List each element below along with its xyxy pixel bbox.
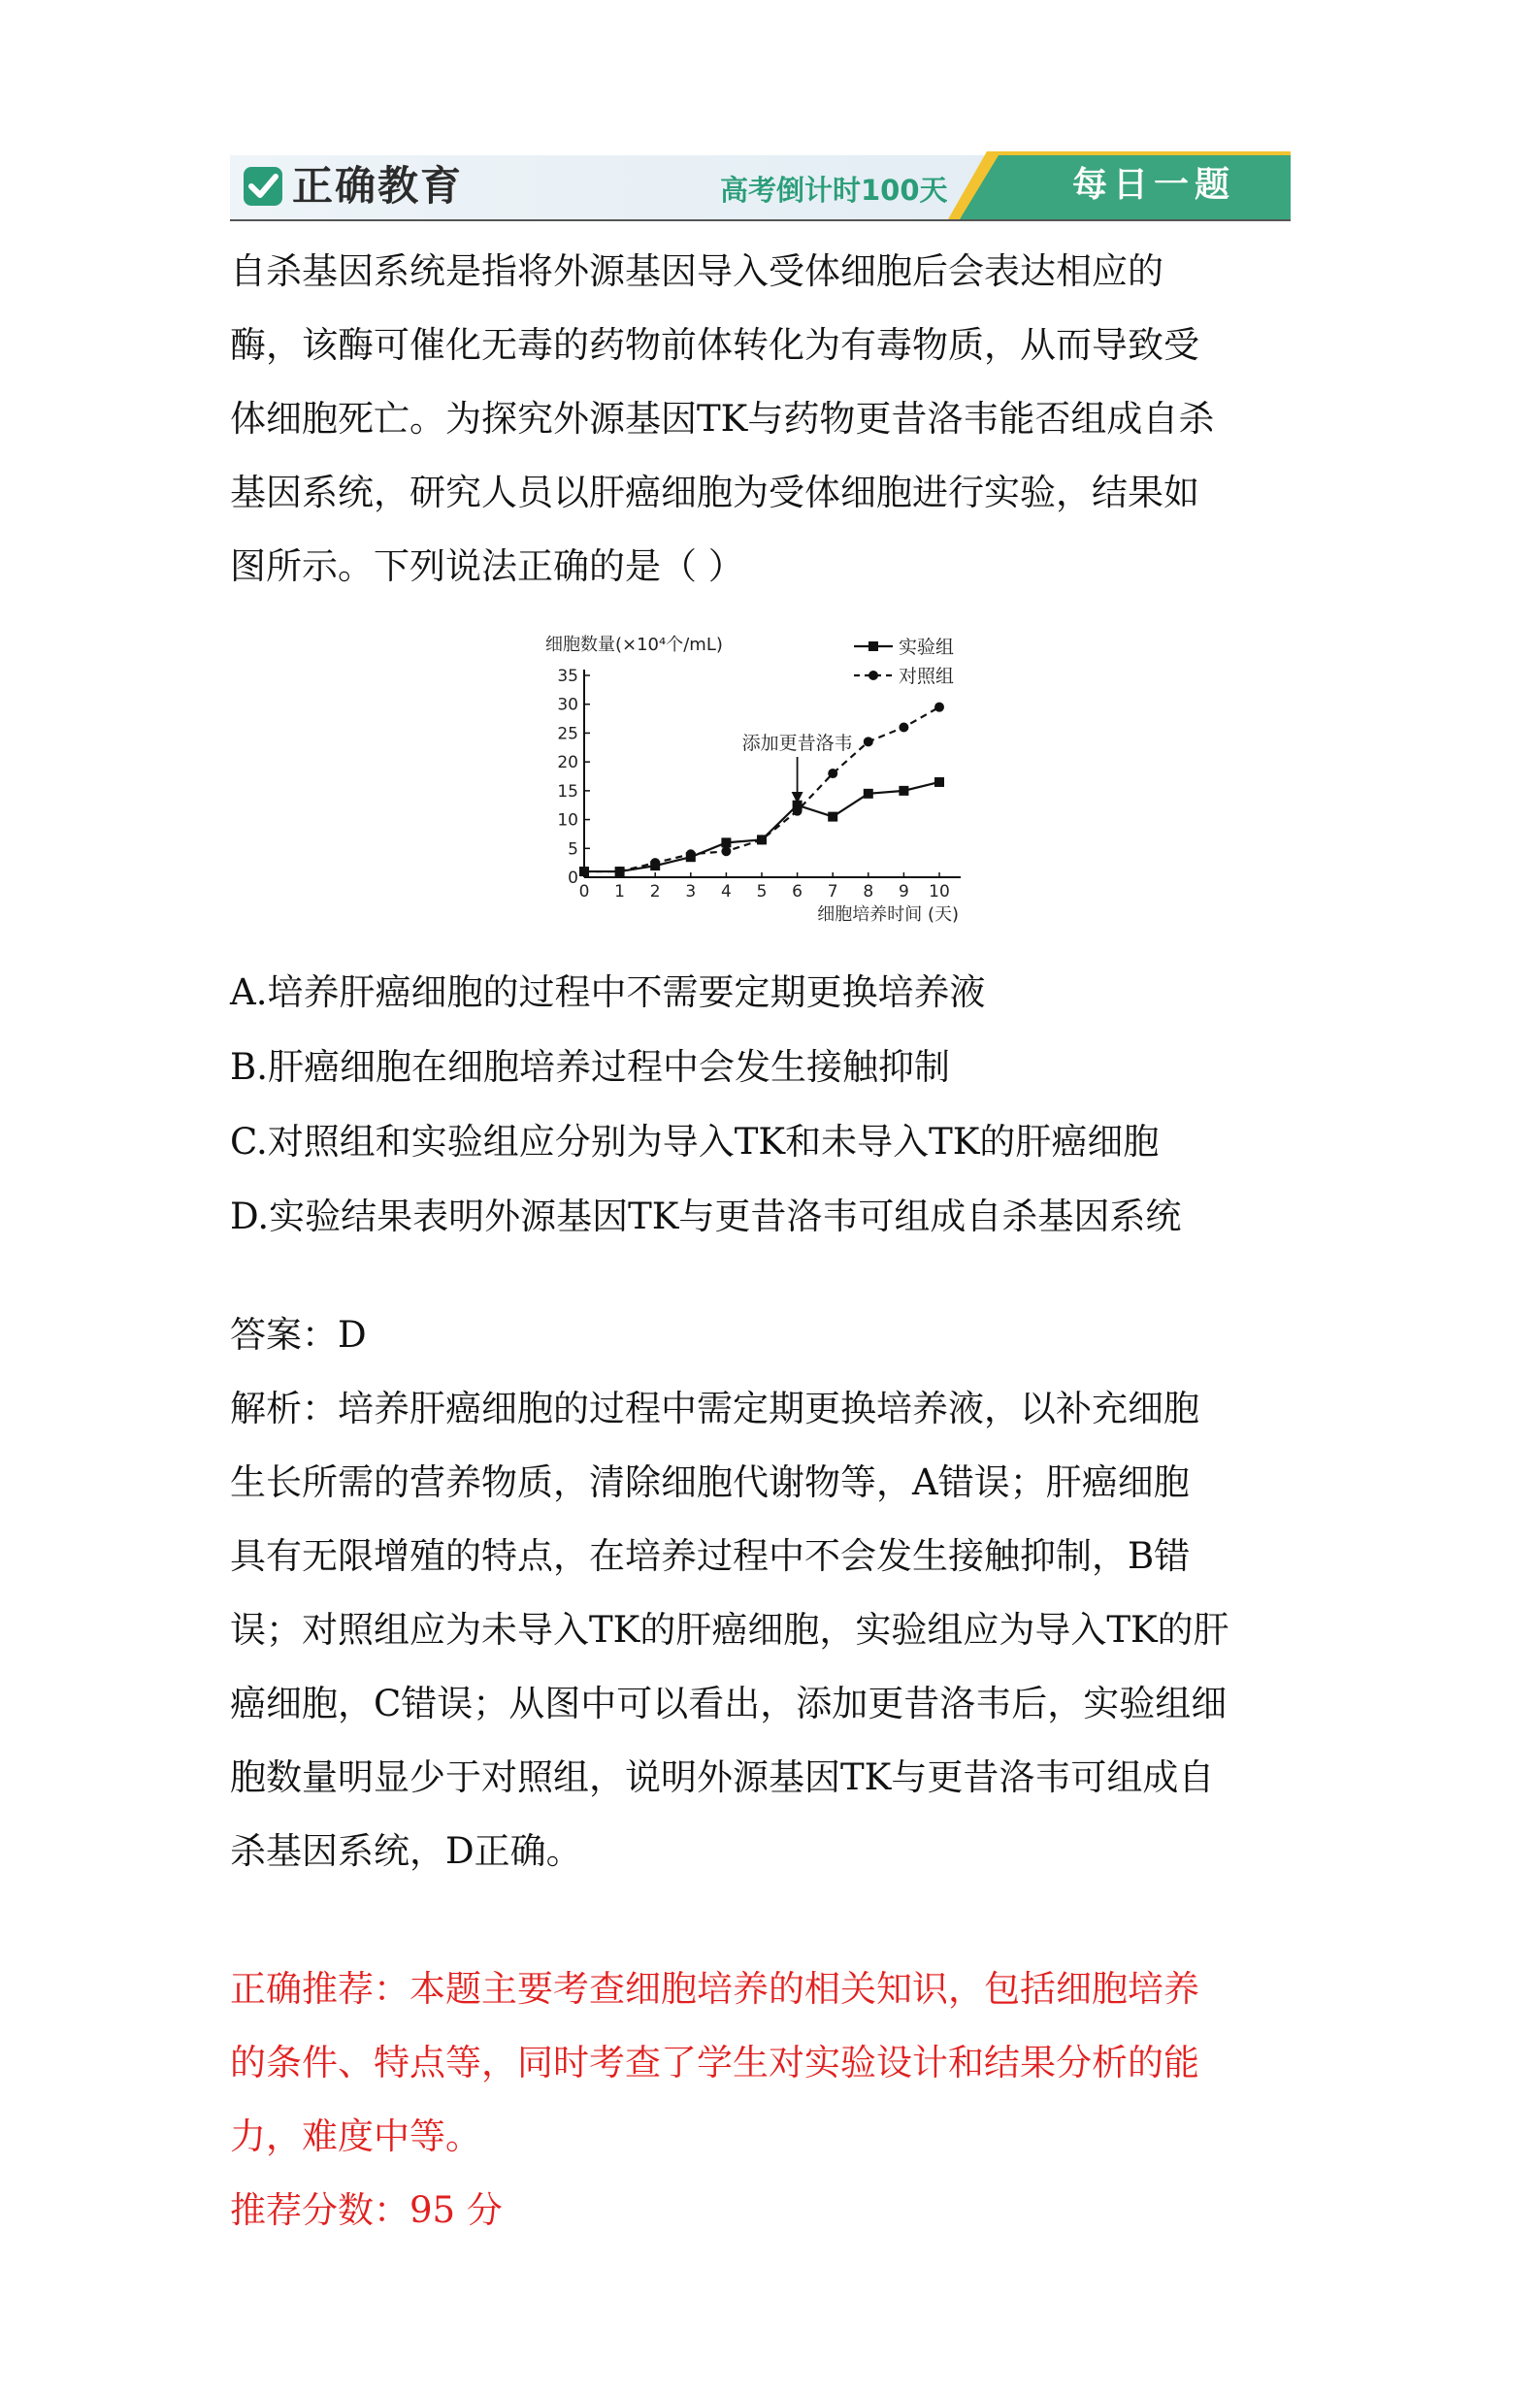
- annotation-text: 添加更昔洛韦: [741, 733, 853, 754]
- analysis-line: 杀基因系统，D正确。: [230, 1830, 582, 1872]
- y-tick-label: 0: [568, 869, 578, 888]
- question-stem: [230, 235, 1297, 604]
- analysis-line: 胞数量明显少于对照组，说明外源基因TK与更昔洛韦可组成自: [230, 1756, 1215, 1798]
- banner-divider: [230, 219, 1291, 221]
- data-point-circle: [793, 806, 803, 816]
- question-line: 自杀基因系统是指将外源基因导入受体细胞后会表达相应的: [230, 250, 1163, 292]
- data-point-square: [934, 777, 944, 787]
- analysis-line: 误；对照组应为未导入TK的肝癌细胞，实验组应为导入TK的肝: [230, 1609, 1229, 1651]
- data-point-circle: [615, 867, 625, 876]
- data-point-circle: [721, 846, 731, 856]
- data-point-square: [864, 789, 873, 799]
- data-point-circle: [828, 769, 837, 778]
- daily-tag: 每日一题: [1072, 165, 1236, 205]
- x-tick-label: 2: [649, 882, 661, 902]
- data-point-square: [828, 812, 837, 822]
- x-tick-label: 7: [827, 882, 838, 902]
- x-tick-label: 1: [614, 882, 626, 902]
- question-line: 酶，该酶可催化无毒的药物前体转化为有毒物质，从而导致受: [230, 324, 1199, 366]
- recommend-score: 推荐分数：95 分: [230, 2189, 503, 2231]
- x-tick-label: 4: [720, 882, 732, 902]
- recommend-line: 正确推荐：本题主要考查细胞培养的相关知识，包括细胞培养: [230, 1968, 1199, 2010]
- answer: 答案：D: [230, 1314, 367, 1356]
- data-point-circle: [579, 867, 589, 876]
- analysis-line: 解析：培养肝癌细胞的过程中需定期更换培养液，以补充细胞: [230, 1388, 1199, 1429]
- cell-count-chart: [505, 621, 1009, 941]
- y-tick-label: 20: [557, 753, 578, 773]
- x-tick-label: 5: [756, 882, 768, 902]
- recommend-line: 的条件、特点等，同时考查了学生对实验设计和结果分析的能: [230, 2042, 1199, 2083]
- y-tick-label: 30: [557, 695, 578, 715]
- brand-name: 正确教育: [292, 162, 464, 210]
- option-a: A.培养肝癌细胞的过程中不需要定期更换培养液: [230, 971, 986, 1013]
- legend-marker: [868, 671, 878, 680]
- data-point-circle: [899, 722, 908, 732]
- series-line-1: [584, 782, 939, 871]
- legend-label: 实验组: [899, 637, 955, 658]
- x-tick-label: 0: [578, 882, 590, 902]
- x-tick-label: 6: [792, 882, 803, 902]
- y-tick-label: 25: [557, 724, 578, 744]
- header-banner: [230, 151, 1291, 221]
- data-point-circle: [864, 737, 873, 746]
- data-point-circle: [650, 858, 660, 868]
- y-tick-label: 5: [568, 839, 578, 860]
- analysis: [230, 1372, 1297, 1888]
- analysis-line: 具有无限增殖的特点，在培养过程中不会发生接触抑制，B错: [230, 1535, 1191, 1577]
- data-point-square: [899, 786, 908, 796]
- legend-marker: [868, 641, 878, 651]
- x-tick-label: 8: [863, 882, 874, 902]
- data-point-circle: [686, 849, 696, 859]
- legend-label: 对照组: [899, 666, 955, 687]
- countdown-text: 高考倒计时100天: [720, 174, 948, 207]
- option-d: D.实验结果表明外源基因TK与更昔洛韦可组成自杀基因系统: [230, 1196, 1182, 1237]
- data-point-circle: [757, 835, 767, 844]
- question-line: 基因系统，研究人员以肝癌细胞为受体细胞进行实验，结果如: [230, 472, 1199, 513]
- y-tick-label: 15: [557, 781, 578, 802]
- option-b: B.肝癌细胞在细胞培养过程中会发生接触抑制: [230, 1046, 950, 1088]
- x-axis-label: 细胞培养时间 (天): [817, 904, 959, 925]
- data-point-circle: [934, 703, 944, 712]
- data-point-square: [721, 837, 731, 847]
- question-line: 体细胞死亡。为探究外源基因TK与药物更昔洛韦能否组成自杀: [230, 398, 1215, 440]
- x-tick-label: 9: [898, 882, 909, 902]
- option-c: C.对照组和实验组应分别为导入TK和未导入TK的肝癌细胞: [230, 1121, 1160, 1163]
- recommendation: [230, 1952, 1297, 2247]
- y-tick-label: 10: [557, 810, 578, 831]
- y-tick-label: 35: [557, 667, 578, 686]
- question-line: 图所示。下列说法正确的是（ ）: [230, 545, 744, 587]
- y-axis-label: 细胞数量(×10⁴个/mL): [545, 635, 723, 655]
- recommend-line: 力，难度中等。: [230, 2115, 481, 2157]
- analysis-line: 癌细胞，C错误；从图中可以看出，添加更昔洛韦后，实验组细: [230, 1683, 1228, 1724]
- analysis-line: 生长所需的营养物质，清除细胞代谢物等，A错误；肝癌细胞: [230, 1461, 1190, 1503]
- checkmark-icon: [242, 165, 284, 208]
- x-tick-label: 3: [685, 882, 697, 902]
- x-tick-label: 10: [929, 882, 950, 902]
